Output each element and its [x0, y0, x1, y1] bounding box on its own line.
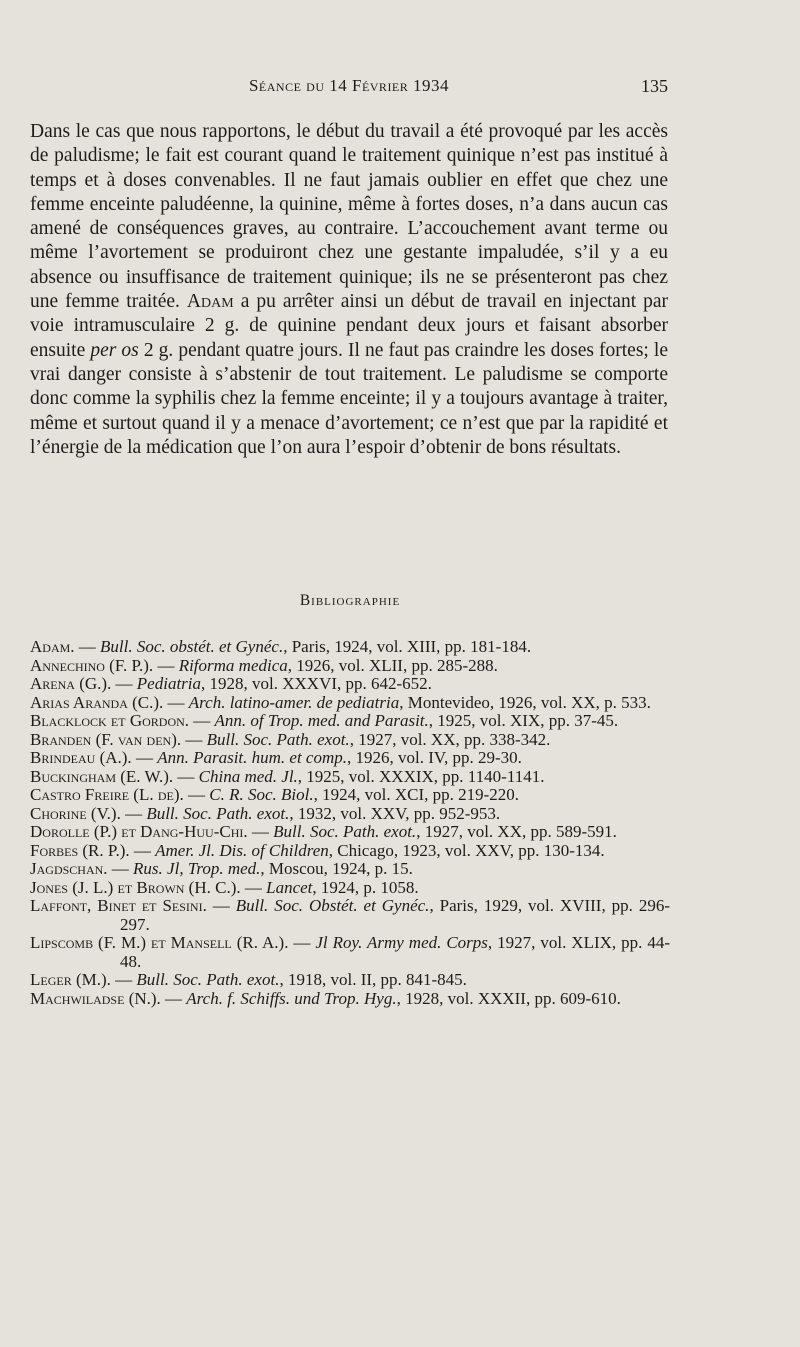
entry-separator: —: [107, 859, 134, 878]
bibliography-entry: [30, 694, 670, 713]
entry-separator: —: [111, 674, 137, 693]
paragraph-text-2: a pu arrêter ainsi un début de travail en injectant par voie intramusculaire 2 g. de quinine pendant deux jours et faisant absorber ensuite: [30, 291, 669, 361]
bibliography-entry: [30, 897, 670, 934]
bibliography-entry: [30, 842, 670, 861]
entry-separator: —: [240, 877, 267, 897]
bibliography-list: [30, 638, 670, 1008]
entry-journal: Bull. Soc. Path. exot.: [136, 970, 280, 989]
entry-separator: —: [131, 748, 158, 767]
entry-journal: Bull. Soc. Obstét. et Gynéc.: [235, 896, 430, 915]
entry-separator: —: [247, 822, 274, 841]
entry-journal: Bull. Soc. Path. exot.: [206, 729, 350, 749]
bibliography-entry: [30, 675, 670, 694]
bibliography-entry: [30, 860, 670, 879]
entry-author: Jones (J. L.) et Brown (H. C.).: [30, 877, 241, 897]
entry-details: , Moscou, 1924, p. 15.: [260, 859, 413, 878]
bibliography-entry: [30, 712, 670, 731]
entry-separator: —: [74, 637, 101, 656]
entry-author: Blacklock et Gordon.: [30, 711, 190, 730]
entry-details: , 1927, vol. XLIX, pp. 44-48.: [120, 933, 670, 971]
page-number: 135: [641, 76, 668, 96]
entry-journal: Riforma medica: [178, 655, 288, 675]
latin-phrase: per os: [90, 339, 139, 361]
entry-author: Buckingham (E. W.).: [30, 766, 174, 786]
entry-journal: Bull. Soc. obstét. et Gynéc.: [100, 637, 284, 656]
entry-separator: —: [160, 988, 187, 1008]
entry-details: , 1918, vol. II, pp. 841-845.: [279, 970, 467, 989]
entry-journal: Pediatria: [136, 674, 202, 693]
entry-separator: —: [129, 840, 156, 860]
entry-author: Jagdschan.: [30, 859, 108, 878]
bibliography-entry: [30, 749, 670, 768]
entry-details: , 1924, p. 1058.: [312, 877, 419, 897]
bibliography-entry: [30, 731, 670, 750]
header-title: Séance du 14 Février 1934: [248, 76, 450, 95]
bibliography-entry: [30, 990, 670, 1009]
entry-author: Arias Aranda (C.).: [30, 692, 164, 712]
entry-author: Adam.: [30, 637, 75, 656]
bibliography-entry: [30, 823, 670, 842]
entry-separator: —: [206, 896, 236, 915]
entry-separator: —: [173, 766, 199, 786]
entry-details: , Paris, 1924, vol. XIII, pp. 181-184.: [283, 637, 532, 656]
entry-journal: Rus. Jl, Trop. med.: [133, 859, 261, 878]
entry-author: Annechino (F. P.).: [30, 655, 154, 675]
entry-details: , 1932, vol. XXV, pp. 952-953.: [289, 803, 501, 823]
entry-separator: —: [189, 711, 215, 730]
bibliography-heading: Bibliographie: [299, 592, 401, 609]
bibliography-entry: [30, 657, 670, 676]
entry-separator: —: [110, 970, 137, 989]
bibliography-entry: [30, 805, 670, 824]
entry-author: Chorine (V.).: [30, 803, 121, 823]
entry-journal: C. R. Soc. Biol.: [209, 785, 314, 804]
entry-journal: Amer. Jl. Dis. of Children: [155, 840, 329, 860]
entry-journal: Ann. Parasit. hum. et comp.: [157, 748, 348, 767]
entry-separator: —: [153, 655, 179, 675]
entry-journal: Arch. latino-amer. de pediatria: [188, 692, 400, 712]
entry-separator: —: [163, 692, 189, 712]
entry-details: , 1926, vol. XLII, pp. 285-288.: [287, 655, 498, 675]
entry-author: Laffont, Binet et Sesini.: [30, 896, 207, 915]
entry-separator: —: [120, 803, 147, 823]
bibliography-entry: [30, 768, 670, 787]
entry-details: , Chicago, 1923, vol. XXV, pp. 130-134.: [328, 840, 605, 860]
entry-details: , 1927, vol. XX, pp. 338-342.: [349, 729, 551, 749]
entry-journal: Ann. of Trop. med. and Parasit.: [214, 711, 429, 730]
entry-author: Forbes (R. P.).: [30, 840, 130, 860]
entry-journal: Jl Roy. Army med. Corps: [315, 933, 488, 952]
bibliography-entry: [30, 638, 670, 657]
entry-author: Lipscomb (F. M.) et Mansell (R. A.).: [30, 933, 289, 952]
entry-separator: —: [183, 785, 210, 804]
entry-author: Leger (M.).: [30, 970, 111, 989]
paragraph-text-1: Dans le cas que nous rapportons, le début du travail a été provoqué par les accès de paludisme; le fait est courant quand le traitement quinique n’est pas institué à temps et à doses convenables. Il ne faut jamais oublier en effet que chez une femme enceinte paludéenne, la quinine, même à fortes doses, n’a dans aucun cas amené de conséquences graves, au contraire. L’accouchement avant terme ou même l’avortement se produiront chez une gestante impaludée, s’il y a eu absence ou insuffisance de traitement quinique; ils ne se présenteront pas chez une femme traitée.: [30, 121, 668, 313]
entry-details: , 1925, vol. XIX, pp. 37-45.: [428, 711, 619, 730]
running-header: [30, 76, 668, 106]
entry-separator: —: [181, 729, 207, 749]
entry-details: , 1928, vol. XXXII, pp. 609-610.: [396, 988, 621, 1008]
paragraph-text-3: 2 g. pendant quatre jours. Il ne faut pas craindre les doses fortes; le vrai danger consiste à s’abstenir de tout traitement. Le paludisme se comporte donc comme la syphilis chez la femme enceinte; il y a toujours avantage à traiter, même et surtout quand il y a menace d’avortement; ce n’est que par la rapidité et l’énergie de la médication que l’on aura l’espoir d’obtenir de bons résultats.: [30, 339, 669, 458]
entry-journal: Lancet: [266, 877, 313, 897]
entry-author: Dorolle (P.) et Dang-Huu-Chi.: [30, 822, 248, 841]
bibliography-entry: [30, 786, 670, 805]
entry-details: , Montevideo, 1926, vol. XX, p. 533.: [399, 692, 651, 712]
entry-journal: Bull. Soc. Path. exot.: [146, 803, 290, 823]
entry-author: Arena (G.).: [30, 674, 112, 693]
bibliography-entry: [30, 971, 670, 990]
entry-details: , Paris, 1929, vol. XVIII, pp. 296-297.: [120, 896, 671, 934]
entry-details: , 1928, vol. XXXVI, pp. 642-652.: [201, 674, 432, 693]
entry-author: Machwiladse (N.).: [30, 988, 161, 1008]
entry-details: , 1924, vol. XCI, pp. 219-220.: [313, 785, 520, 804]
entry-journal: Arch. f. Schiffs. und Trop. Hyg.: [186, 988, 397, 1008]
entry-details: , 1925, vol. XXXIX, pp. 1140-1141.: [297, 766, 545, 786]
author-name: Adam: [186, 291, 234, 313]
entry-journal: China med. Jl.: [198, 766, 298, 786]
entry-journal: Bull. Soc. Path. exot.: [273, 822, 417, 841]
entry-separator: —: [288, 933, 316, 952]
entry-author: Castro Freire (L. de).: [30, 785, 184, 804]
entry-details: , 1927, vol. XX, pp. 589-591.: [416, 822, 617, 841]
bibliography-entry: [30, 879, 670, 898]
entry-author: Branden (F. van den).: [30, 729, 182, 749]
body-paragraph: [30, 120, 668, 460]
entry-details: , 1926, vol. IV, pp. 29-30.: [347, 748, 522, 767]
bibliography-entry: [30, 934, 670, 971]
entry-author: Brindeau (A.).: [30, 748, 132, 767]
